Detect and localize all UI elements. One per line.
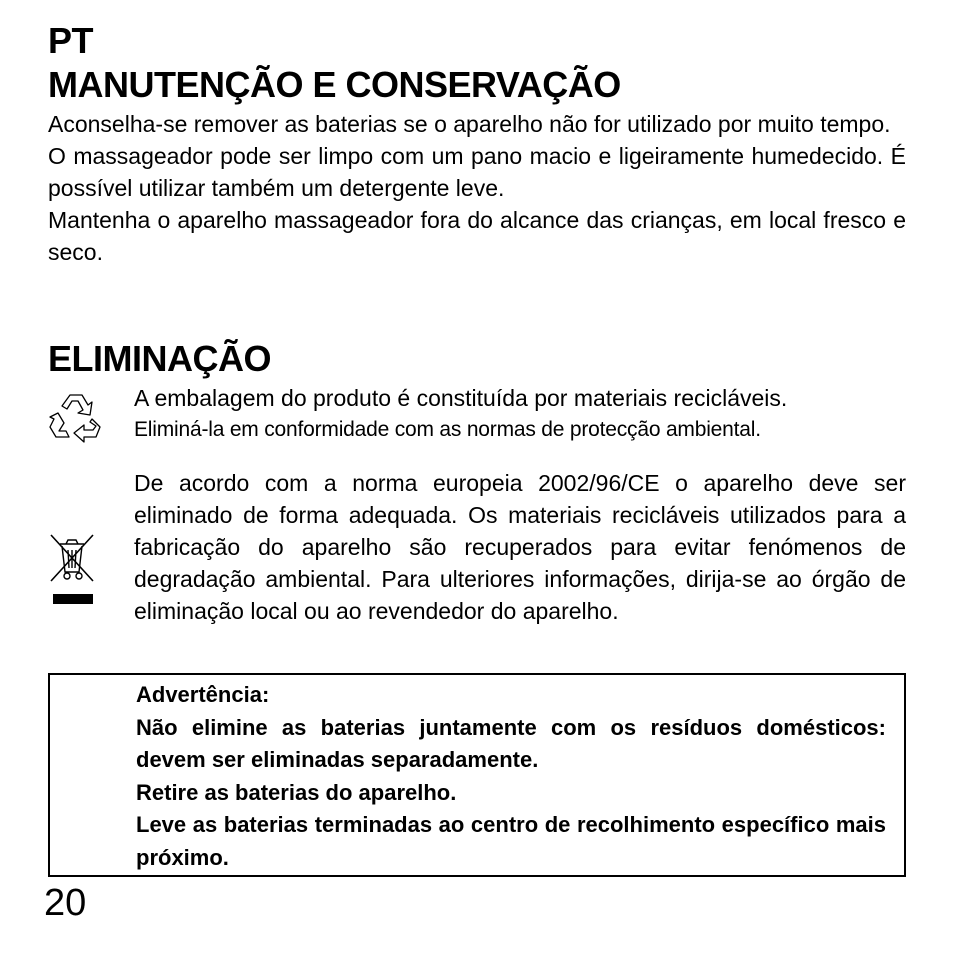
crossed-bin-icon <box>48 532 96 584</box>
weee-underline-bar <box>53 594 93 604</box>
language-code: PT <box>48 20 94 61</box>
weee-paragraph: De acordo com a norma europeia 2002/96/CE o aparelho deve ser eliminado de forma adequada. Os materiais recicláveis utilizados para a fabricação do aparelho são recuperados para evitar fenómenos de degradação ambiental. Para ulteriores informações, dirija-se ao órgão de eliminação local ou ao revendedor do aparelho. <box>134 470 906 624</box>
maintenance-section <box>48 108 906 268</box>
warning-content <box>136 679 886 874</box>
weee-text <box>134 467 906 627</box>
warning-line-3: Leve as baterias terminadas ao centro de recolhimento específico mais próximo. <box>136 812 886 870</box>
warning-box <box>48 673 906 877</box>
recycle-text <box>134 382 906 446</box>
recycle-text-line-1: A embalagem do produto é constituída por materiais recicláveis. <box>134 385 788 411</box>
elimination-title: ELIMINAÇÃO <box>48 338 271 379</box>
recycle-text-line-2: Eliminá-la em conformidade com as normas de protecção ambiental. <box>134 418 761 441</box>
recycle-icon <box>48 389 104 445</box>
page-number: 20 <box>44 882 87 924</box>
warning-line-2: Retire as baterias do aparelho. <box>136 779 457 805</box>
maintenance-paragraph-2: O massageador pode ser limpo com um pano macio e ligeiramente humedecido. É possível utilizar também um detergente leve. <box>48 143 906 201</box>
maintenance-paragraph-3: Mantenha o aparelho massageador fora do alcance das crianças, em local fresco e seco. <box>48 207 906 265</box>
warning-line-1: Não elimine as baterias juntamente com os resíduos domésticos: devem ser eliminadas separadamente. <box>136 714 886 772</box>
page-title: MANUTENÇÃO E CONSERVAÇÃO <box>48 64 621 105</box>
maintenance-paragraph-1: Aconselha-se remover as baterias se o aparelho não for utilizado por muito tempo. <box>48 111 891 137</box>
warning-title: Advertência: <box>136 682 270 707</box>
